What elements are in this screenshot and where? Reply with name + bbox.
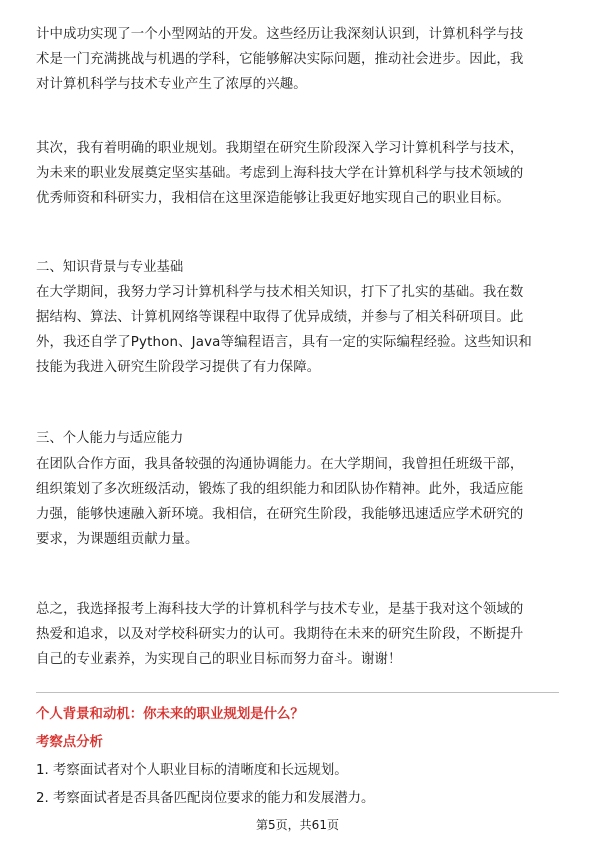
text-line: 要求，为课题组贡献力量。 xyxy=(36,532,199,547)
text-line: 计中成功实现了一个小型网站的开发。这些经历让我深刻认识到，计算机科学与技 xyxy=(36,27,524,42)
text-line: 对计算机科学与技术专业产生了浓厚的兴趣。 xyxy=(36,77,307,92)
text-line: 其次，我有着明确的职业规划。我期望在研究生阶段深入学习计算机科学与技术， xyxy=(36,141,524,156)
text-line: 总之，我选择报考上海科技大学的计算机科学与技术专业，是基于我对这个领域的 xyxy=(36,602,524,617)
text-line: 自己的专业素养，为实现自己的职业目标而努力奋斗。谢谢！ xyxy=(36,652,402,667)
list-item: 2. 考察面试者是否具备匹配岗位要求的能力和发展潜力。 xyxy=(36,791,375,806)
text-line: 优秀师资和科研实力，我相信在这里深造能够让我更好地实现自己的职业目标。 xyxy=(36,191,510,206)
body-paragraph xyxy=(36,136,559,211)
text-line: 为未来的职业发展奠定坚实基础。考虑到上海科技大学在计算机科学与技术领域的 xyxy=(36,166,524,181)
section-heading: 三、个人能力与适应能力 xyxy=(36,431,184,446)
text-line: 在大学期间，我努力学习计算机科学与技术相关知识，打下了扎实的基础。我在数 xyxy=(36,285,524,300)
list-item: 1. 考察面试者对个人职业目标的清晰度和长远规划。 xyxy=(36,763,348,778)
text-line: 外，我还自学了Python、Java等编程语言，具有一定的实际编程经验。这些知识和 xyxy=(36,335,532,350)
body-paragraph xyxy=(36,280,559,380)
text-line: 力强，能够快速融入新环境。我相信，在研究生阶段，我能够迅速适应学术研究的 xyxy=(36,507,524,522)
text-line: 热爱和追求，以及对学校科研实力的认可。我期待在未来的研究生阶段，不断提升 xyxy=(36,627,524,642)
body-paragraph xyxy=(36,452,559,552)
text-line: 组织策划了多次班级活动，锻炼了我的组织能力和团队协作精神。此外，我适应能 xyxy=(36,482,524,497)
body-paragraph xyxy=(36,597,559,672)
section-divider xyxy=(36,692,559,693)
section-heading: 二、知识背景与专业基础 xyxy=(36,260,184,275)
text-line: 术是一门充满挑战与机遇的学科，它能够解决实际问题，推动社会进步。因此，我 xyxy=(36,52,524,67)
text-line: 据结构、算法、计算机网络等课程中取得了优异成绩，并参与了相关科研项目。此 xyxy=(36,310,524,325)
page-number: 第5页，共61页 xyxy=(256,818,339,832)
text-line: 技能为我进入研究生阶段学习提供了有力保障。 xyxy=(36,360,321,375)
analysis-label: 考察点分析 xyxy=(36,735,103,750)
question-title: 个人背景和动机：你未来的职业规划是什么？ xyxy=(36,707,304,722)
body-paragraph xyxy=(36,22,559,97)
text-line: 在团队合作方面，我具备较强的沟通协调能力。在大学期间，我曾担任班级干部， xyxy=(36,457,524,472)
